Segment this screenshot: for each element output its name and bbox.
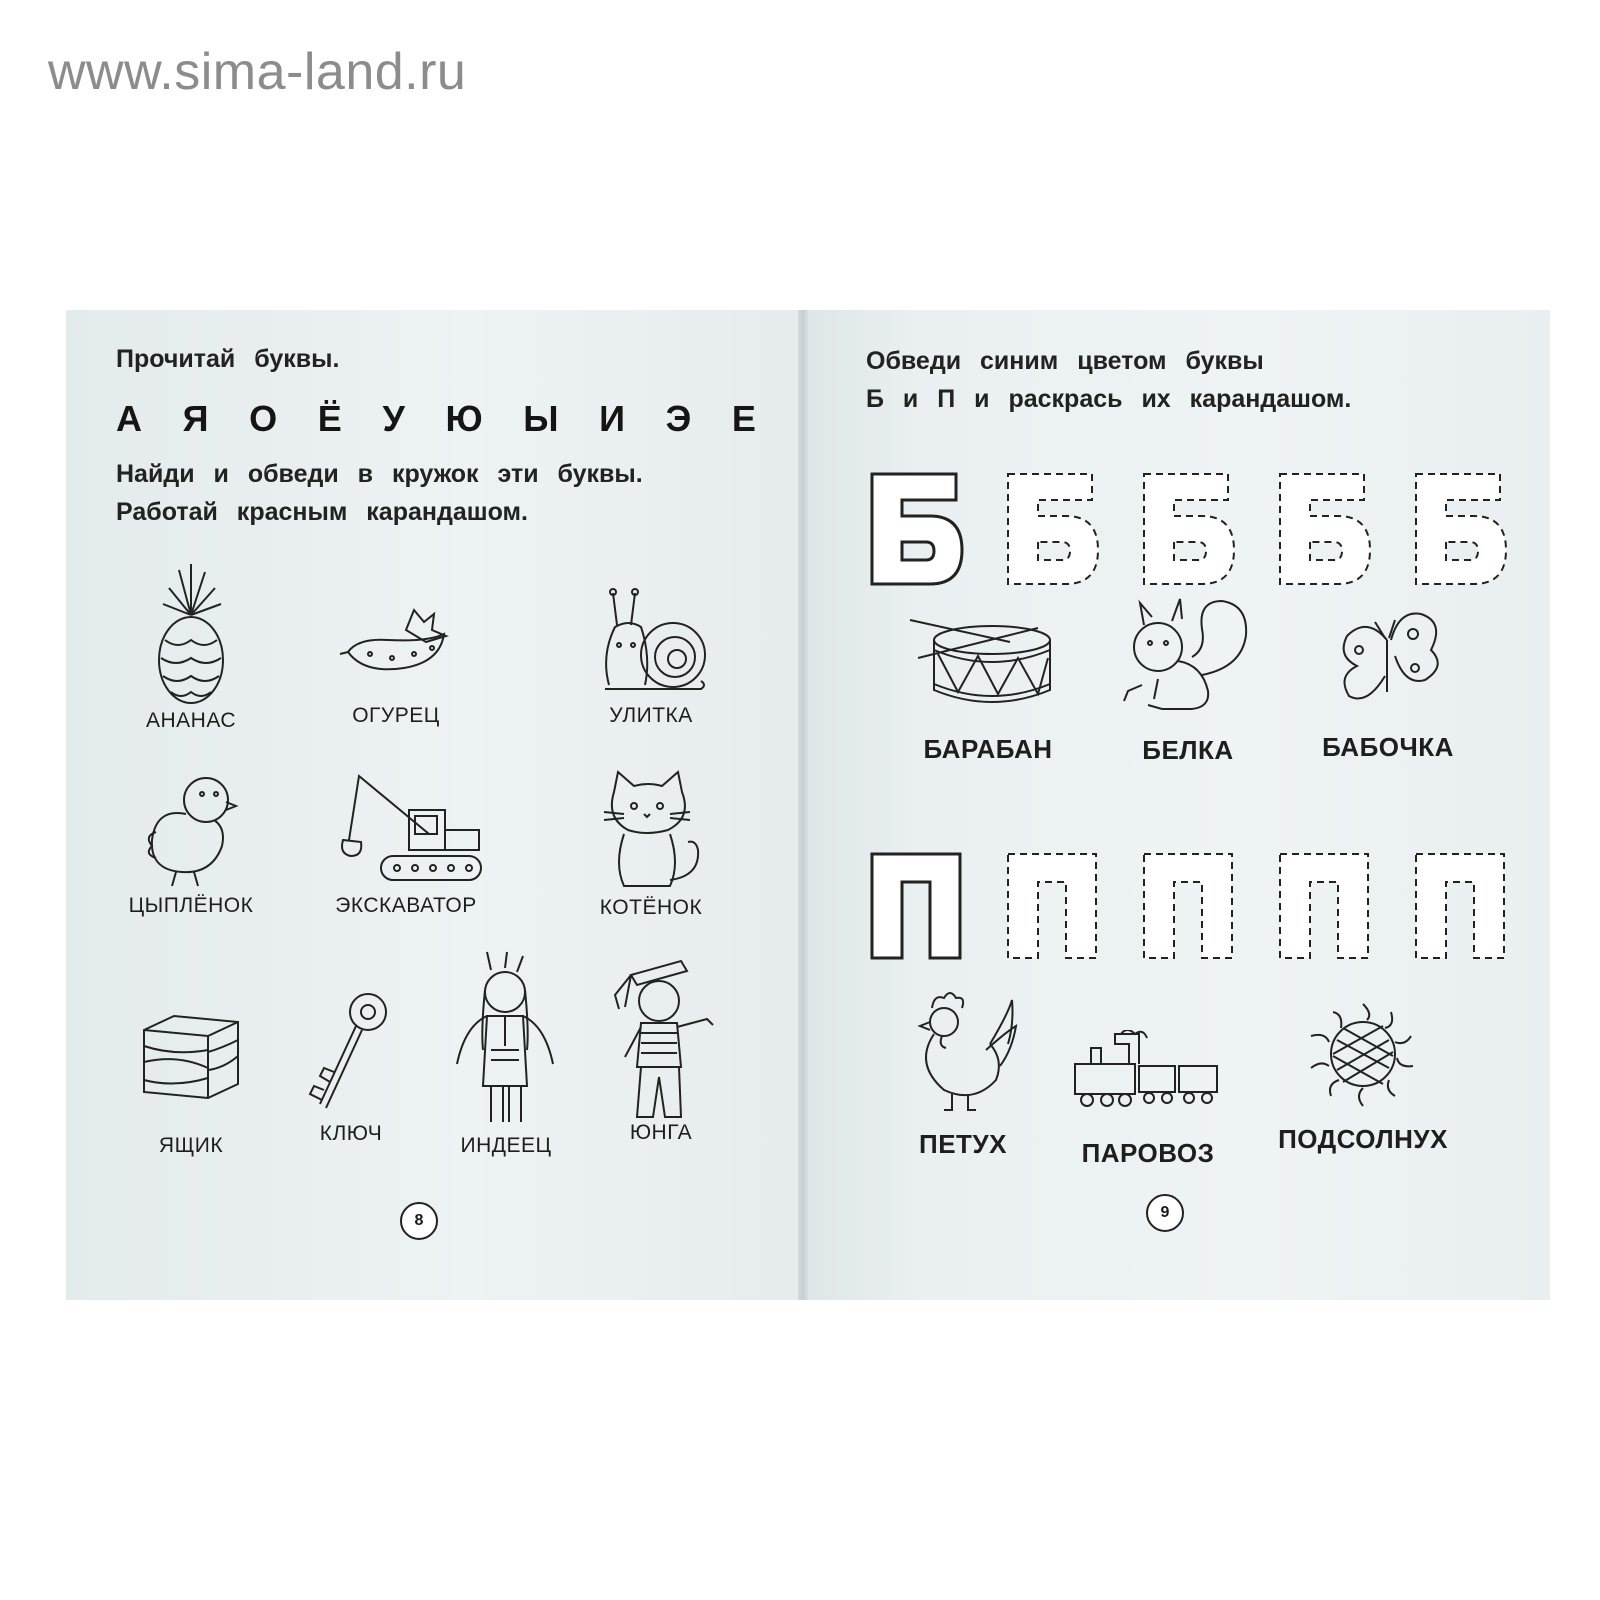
- picture-label: ЦЫПЛЁНОК: [128, 894, 254, 917]
- chick-icon: [136, 770, 246, 890]
- instruction-trace: Обведи синим цветом буквы Б и П и раскрась их карандашом.: [866, 347, 1352, 413]
- picture-label: БЕЛКА: [1142, 735, 1234, 765]
- trace-letter-b-dashed: [1004, 470, 1100, 588]
- picture-label: ЭКСКАВАТОР: [335, 894, 477, 917]
- picture-label: КОТЁНОК: [599, 896, 703, 919]
- picture-locomotive: [1048, 1030, 1248, 1169]
- picture-label: БАБОЧКА: [1322, 732, 1454, 762]
- vowel-letter: О: [249, 398, 278, 439]
- vowels-row: [116, 398, 756, 440]
- trace-letter-p-dashed: [1412, 850, 1508, 962]
- picture-pineapple: [126, 560, 256, 733]
- watermark: www.sima-land.ru: [48, 43, 467, 101]
- trace-letter-b-solid: [868, 470, 964, 588]
- cabin-boy-icon: [601, 955, 721, 1125]
- squirrel-icon: [1118, 595, 1258, 713]
- picture-chick: [121, 770, 261, 918]
- vowel-letter: Я: [182, 398, 209, 439]
- instruction-find: Найди и обведи в кружок эти буквы. Работай красным карандашом.: [116, 460, 643, 526]
- picture-excavator: [321, 770, 491, 918]
- picture-label: ПОДСОЛНУХ: [1278, 1124, 1448, 1154]
- picture-box: [126, 1000, 256, 1158]
- trace-letter-b-dashed: [1412, 470, 1508, 588]
- pineapple-icon: [151, 560, 231, 705]
- picture-label: БАРАБАН: [923, 734, 1053, 764]
- vowel-letter: Ю: [445, 398, 483, 439]
- cucumber-icon: [336, 590, 456, 700]
- snail-icon: [591, 585, 711, 700]
- picture-label: ПАРОВОЗ: [1081, 1138, 1215, 1168]
- picture-cucumber: [326, 590, 466, 728]
- left-page: [66, 310, 798, 1300]
- trace-letter-p-dashed: [1276, 850, 1372, 962]
- locomotive-icon: [1073, 1030, 1223, 1110]
- indian-icon: [451, 950, 561, 1130]
- vowel-letter: Ы: [523, 398, 559, 439]
- butterfly-icon: [1333, 610, 1443, 710]
- trace-letter-p-dashed: [1140, 850, 1236, 962]
- page-number: 8: [400, 1202, 438, 1240]
- picture-snail: [581, 585, 721, 728]
- kitten-icon: [594, 770, 709, 892]
- vowel-letter: Э: [665, 398, 692, 439]
- vowel-letter: А: [116, 398, 142, 439]
- picture-squirrel: [1098, 595, 1278, 766]
- drum-icon: [908, 610, 1068, 710]
- picture-label: ОГУРЕЦ: [352, 704, 440, 727]
- picture-label: ИНДЕЕЦ: [460, 1134, 552, 1157]
- picture-label: УЛИТКА: [609, 704, 693, 727]
- picture-label: ЯЩИК: [158, 1134, 224, 1157]
- vowel-letter: И: [599, 398, 626, 439]
- key-icon: [306, 990, 396, 1120]
- picture-key: [296, 990, 406, 1146]
- page-number: 9: [1146, 1194, 1184, 1232]
- picture-butterfly: [1288, 610, 1488, 763]
- instruction-read: Прочитай буквы.: [116, 345, 340, 373]
- box-icon: [136, 1000, 246, 1120]
- book-gutter: [798, 310, 808, 1300]
- rooster-icon: [908, 990, 1018, 1115]
- picture-drum: [888, 610, 1088, 765]
- picture-label: КЛЮЧ: [319, 1122, 383, 1145]
- picture-label: ЮНГА: [629, 1121, 693, 1144]
- picture-label: АНАНАС: [145, 709, 237, 732]
- trace-letter-b-dashed: [1140, 470, 1236, 588]
- picture-sunflower: [1253, 1000, 1473, 1155]
- trace-letter-p-dashed: [1004, 850, 1100, 962]
- vowel-letter: У: [382, 398, 405, 439]
- picture-rooster: [883, 990, 1043, 1160]
- picture-indian: [436, 950, 576, 1158]
- picture-cabin-boy: [591, 955, 731, 1145]
- trace-letter-b-dashed: [1276, 470, 1372, 588]
- trace-row-p: [868, 850, 1508, 962]
- right-page: [808, 310, 1550, 1300]
- excavator-icon: [329, 770, 484, 890]
- vowel-letter: Е: [731, 398, 756, 439]
- picture-kitten: [576, 770, 726, 920]
- sunflower-icon: [1303, 1000, 1423, 1110]
- vowel-letter: Ё: [317, 398, 342, 439]
- trace-row-b: [868, 470, 1508, 588]
- picture-label: ПЕТУХ: [919, 1129, 1007, 1159]
- trace-letter-p-solid: [868, 850, 964, 962]
